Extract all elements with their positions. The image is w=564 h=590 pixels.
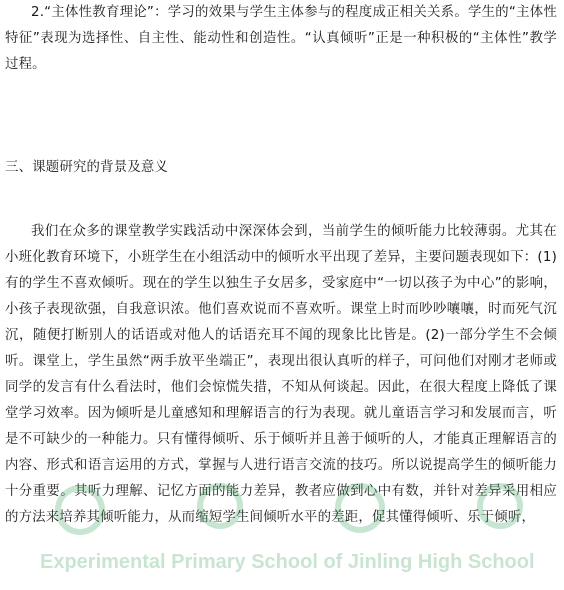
paragraph-background: 我们在众多的课堂教学实践活动中深深体会到，当前学生的倾听能力比较薄弱。尤其在小班化教育环境下，小班学生在小组活动中的倾听水平出现了差异，主要问题表现如下：(1)有的学生不喜欢倾听。现在的学生以独生子女居多，受家庭中“一切以孩子为中心”的影响，小孩子表现欲强，自我意识浓。他们喜欢说而不喜欢听。课堂上时而吵吵嚷嚷，时而死气沉沉，随便打断别人的话语或对他人的话语充耳不闻的现象比比皆是。(2)一部分学生不会倾听。课堂上，学生虽然“两手放平坐端正”，表现出很认真听的样子，可问他们对刚才老师或同学的发言有什么看法时，他们会惊慌失措，不知从何谈起。因此，在很大程度上降低了课堂学习效率。因为倾听是儿童感知和理解语言的行为表现。就儿童语言学习和发展而言，听是不可缺少的一种能力。只有懂得倾听、乐于倾听并且善于倾听的人，才能真正理解语言的内容、形式和语言运用的方式，掌握与人进行语言交流的技巧。所以说提高学生的倾听能力十分重要。其听力理解、记忆方面的能力差异，教者应做到心中有数，并针对差异采用相应的方法来培养其倾听能力，从而缩短学生间倾听水平的差距，促其懂得倾听、乐于倾听， xyxy=(5,224,557,525)
watermark-text: Experimental Primary School of Jinling High School xyxy=(40,551,535,573)
section-heading: 三、课题研究的背景及意义 xyxy=(5,160,169,175)
paragraph-theory: 2.“主体性教育理论”：学习的效果与学生主体参与的程度成正相关关系。学生的“主体性特征”表现为选择性、自主性、能动性和创造性。“认真倾听”正是一种积极的“主体性”教学过程。 xyxy=(5,5,557,72)
